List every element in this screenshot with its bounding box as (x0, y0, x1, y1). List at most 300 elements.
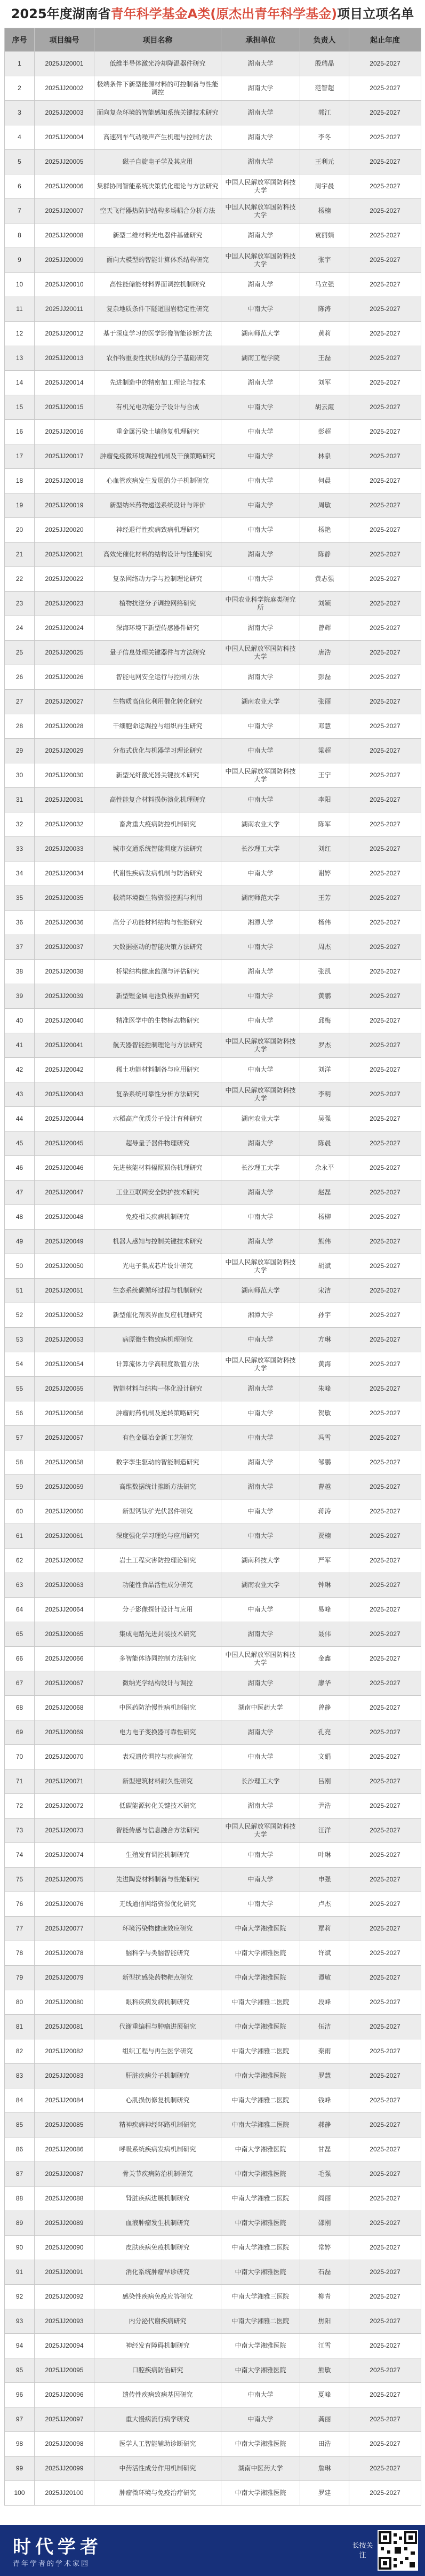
cell-name: 肿瘤耐药机制及逆转策略研究 (94, 1401, 221, 1426)
table-row (5, 2358, 421, 2383)
cell-leader: 卢杰 (300, 1892, 349, 1917)
cell-inst: 中南大学 (221, 1500, 300, 1524)
cell-period: 2025-2027 (349, 224, 421, 248)
cell-name: 基于深度学习的医学影像智能诊断方法 (94, 322, 221, 346)
table-row (5, 273, 421, 297)
cell-code: 2025JJ20072 (35, 1794, 94, 1819)
cell-period: 2025-2027 (349, 763, 421, 788)
table-row (5, 1549, 421, 1573)
cell-seq: 54 (5, 1352, 35, 1377)
cell-leader: 余永平 (300, 1156, 349, 1181)
cell-seq: 79 (5, 1966, 35, 1990)
cell-period: 2025-2027 (349, 1647, 421, 1671)
cell-code: 2025JJ20017 (35, 444, 94, 469)
cell-code: 2025JJ20016 (35, 420, 94, 444)
cell-name: 深度强化学习理论与应用研究 (94, 1524, 221, 1549)
cell-name: 数字孪生驱动的智能制造研究 (94, 1450, 221, 1475)
cell-code: 2025JJ20044 (35, 1107, 94, 1131)
cell-leader: 焦阳 (300, 2309, 349, 2334)
cell-code: 2025JJ20014 (35, 371, 94, 395)
cell-inst: 湖南大学 (221, 960, 300, 984)
cell-seq: 73 (5, 1819, 35, 1843)
cell-seq: 11 (5, 297, 35, 322)
cell-inst: 中南大学 (221, 739, 300, 763)
cell-leader: 方琳 (300, 1328, 349, 1352)
cell-period: 2025-2027 (349, 395, 421, 420)
cell-leader: 曹越 (300, 1475, 349, 1500)
cell-code: 2025JJ20011 (35, 297, 94, 322)
cell-leader: 罗杰 (300, 1033, 349, 1058)
cell-name: 复杂地质条件下隧道围岩稳定性研究 (94, 297, 221, 322)
cell-inst: 湖南中医药大学 (221, 1696, 300, 1720)
cell-name: 高速列车气动噪声产生机理与控制方法 (94, 125, 221, 150)
cell-period: 2025-2027 (349, 2432, 421, 2457)
table-body (5, 52, 421, 2506)
cell-inst: 中南大学 (221, 297, 300, 322)
cell-inst: 中南大学 (221, 1058, 300, 1082)
cell-inst: 湖南师范大学 (221, 1279, 300, 1303)
cell-inst: 中南大学 (221, 1868, 300, 1892)
cell-leader: 黄鹏 (300, 984, 349, 1009)
table-row (5, 1230, 421, 1254)
table-row (5, 346, 421, 371)
cell-period: 2025-2027 (349, 714, 421, 739)
table-row (5, 1156, 421, 1181)
cell-inst: 湖南农业大学 (221, 1573, 300, 1598)
cell-seq: 87 (5, 2162, 35, 2187)
cell-seq: 88 (5, 2187, 35, 2211)
cell-period: 2025-2027 (349, 322, 421, 346)
cell-inst: 湖南农业大学 (221, 1107, 300, 1131)
cell-name: 高性能储能材料界面调控机制研究 (94, 273, 221, 297)
cell-name: 皮肤疾病免疫机制研究 (94, 2236, 221, 2260)
cell-inst: 中南大学 (221, 2383, 300, 2407)
cell-seq: 62 (5, 1549, 35, 1573)
cell-name: 神经发育障碍机制研究 (94, 2334, 221, 2358)
table-row (5, 1328, 421, 1352)
cell-period: 2025-2027 (349, 2481, 421, 2506)
cell-code: 2025JJ20042 (35, 1058, 94, 1082)
table-row (5, 1500, 421, 1524)
cell-inst: 湖南大学 (221, 1181, 300, 1205)
header-code: 项目编号 (35, 28, 94, 52)
cell-code: 2025JJ20050 (35, 1254, 94, 1279)
cell-period: 2025-2027 (349, 2088, 421, 2113)
cell-name: 计算流体力学高精度数值方法 (94, 1352, 221, 1377)
table-row (5, 1450, 421, 1475)
cell-period: 2025-2027 (349, 1892, 421, 1917)
cell-name: 表观遗传调控与疾病研究 (94, 1745, 221, 1769)
cell-code: 2025JJ20099 (35, 2457, 94, 2481)
cell-seq: 32 (5, 812, 35, 837)
cell-period: 2025-2027 (349, 76, 421, 101)
cell-name: 精准医学中的生物标志物研究 (94, 1009, 221, 1033)
cell-seq: 48 (5, 1205, 35, 1230)
cell-inst: 中南大学 (221, 1524, 300, 1549)
cell-name: 医学人工智能辅助诊断研究 (94, 2432, 221, 2457)
cell-seq: 55 (5, 1377, 35, 1401)
cell-name: 稀土功能材料制备与应用研究 (94, 1058, 221, 1082)
table-row (5, 1352, 421, 1377)
cell-leader: 赵磊 (300, 1181, 349, 1205)
cell-leader: 谭敏 (300, 1966, 349, 1990)
cell-seq: 2 (5, 76, 35, 101)
cell-seq: 85 (5, 2113, 35, 2138)
cell-seq: 33 (5, 837, 35, 862)
cell-leader: 詹琳 (300, 2457, 349, 2481)
cell-name: 先进陶瓷材料制备与性能研究 (94, 1868, 221, 1892)
cell-period: 2025-2027 (349, 960, 421, 984)
cell-code: 2025JJ20043 (35, 1082, 94, 1107)
cell-period: 2025-2027 (349, 1573, 421, 1598)
cell-inst: 湖南大学 (221, 273, 300, 297)
table-row (5, 1279, 421, 1303)
table-row (5, 984, 421, 1009)
cell-name: 中药活性成分作用机制研究 (94, 2457, 221, 2481)
cell-seq: 97 (5, 2407, 35, 2432)
cell-inst: 中南大学 (221, 714, 300, 739)
table-row (5, 1598, 421, 1622)
table-row (5, 1647, 421, 1671)
cell-seq: 91 (5, 2260, 35, 2285)
cell-seq: 1 (5, 52, 35, 76)
cell-inst: 中南大学 (221, 1401, 300, 1426)
cell-name: 面向大模型的智能计算体系结构研究 (94, 248, 221, 273)
cell-seq: 31 (5, 788, 35, 812)
cell-leader: 刘洋 (300, 1058, 349, 1082)
table-row (5, 1058, 421, 1082)
cell-code: 2025JJ20086 (35, 2138, 94, 2162)
cell-seq: 58 (5, 1450, 35, 1475)
cell-leader: 郝静 (300, 2113, 349, 2138)
cell-seq: 46 (5, 1156, 35, 1181)
cell-inst: 中国人民解放军国防科技大学 (221, 1819, 300, 1843)
cell-inst: 湖南大学 (221, 76, 300, 101)
table-row (5, 2383, 421, 2407)
cell-code: 2025JJ20092 (35, 2285, 94, 2309)
cell-inst: 中南大学 (221, 567, 300, 592)
cell-leader: 黄志强 (300, 567, 349, 592)
cell-name: 有机光电功能分子设计与合成 (94, 395, 221, 420)
cell-code: 2025JJ20021 (35, 543, 94, 567)
cell-inst: 中南大学湘雅二医院 (221, 2187, 300, 2211)
project-table (4, 28, 421, 2506)
cell-code: 2025JJ20018 (35, 469, 94, 493)
cell-period: 2025-2027 (349, 1524, 421, 1549)
cell-inst: 湖南大学 (221, 1475, 300, 1500)
table-row (5, 101, 421, 125)
cell-period: 2025-2027 (349, 1966, 421, 1990)
cell-inst: 中南大学湘雅二医院 (221, 2309, 300, 2334)
cell-name: 重大慢病流行病学研究 (94, 2407, 221, 2432)
cell-leader: 文娟 (300, 1745, 349, 1769)
cell-inst: 中南大学湘雅医院 (221, 1917, 300, 1941)
cell-seq: 10 (5, 273, 35, 297)
cell-leader: 秦雨 (300, 2039, 349, 2064)
cell-inst: 中南大学 (221, 862, 300, 886)
cell-leader: 杨楠 (300, 199, 349, 224)
cell-code: 2025JJ20094 (35, 2334, 94, 2358)
header-inst: 承担单位 (221, 28, 300, 52)
cell-name: 分子影像探针设计与应用 (94, 1598, 221, 1622)
cell-code: 2025JJ20007 (35, 199, 94, 224)
cell-seq: 86 (5, 2138, 35, 2162)
cell-name: 代谢性疾病发病机制与防治研究 (94, 862, 221, 886)
cell-code: 2025JJ20097 (35, 2407, 94, 2432)
cell-period: 2025-2027 (349, 567, 421, 592)
cell-leader: 梁超 (300, 739, 349, 763)
cell-code: 2025JJ20100 (35, 2481, 94, 2506)
cell-code: 2025JJ20058 (35, 1450, 94, 1475)
table-row (5, 174, 421, 199)
cell-name: 新型二维材料光电器件基础研究 (94, 224, 221, 248)
cell-seq: 6 (5, 174, 35, 199)
cell-code: 2025JJ20008 (35, 224, 94, 248)
cell-code: 2025JJ20035 (35, 886, 94, 911)
cell-name: 磁子自旋电子学及其应用 (94, 150, 221, 174)
cell-name: 高性能复合材料损伤演化机理研究 (94, 788, 221, 812)
cell-period: 2025-2027 (349, 199, 421, 224)
cell-seq: 99 (5, 2457, 35, 2481)
qr-code-icon[interactable] (378, 2530, 418, 2571)
cell-period: 2025-2027 (349, 2358, 421, 2383)
cell-seq: 61 (5, 1524, 35, 1549)
cell-inst: 中南大学湘雅医院 (221, 2432, 300, 2457)
cell-period: 2025-2027 (349, 862, 421, 886)
cell-period: 2025-2027 (349, 150, 421, 174)
cell-period: 2025-2027 (349, 2285, 421, 2309)
table-row (5, 837, 421, 862)
cell-name: 工业互联网安全防护技术研究 (94, 1181, 221, 1205)
cell-code: 2025JJ20047 (35, 1181, 94, 1205)
cell-name: 深海环境下新型传感器件研究 (94, 616, 221, 641)
cell-inst: 中南大学湘雅医院 (221, 2481, 300, 2506)
table-row (5, 420, 421, 444)
cell-inst: 中南大学湘雅医院 (221, 2260, 300, 2285)
table-row (5, 763, 421, 788)
table-row (5, 2064, 421, 2088)
cell-period: 2025-2027 (349, 812, 421, 837)
cell-period: 2025-2027 (349, 1009, 421, 1033)
cell-name: 内分泌代谢疾病研究 (94, 2309, 221, 2334)
cell-leader: 邓慧 (300, 714, 349, 739)
cell-period: 2025-2027 (349, 420, 421, 444)
cell-inst: 中南大学湘雅二医院 (221, 2236, 300, 2260)
cell-leader: 叶琳 (300, 1843, 349, 1868)
cell-code: 2025JJ20073 (35, 1819, 94, 1843)
cell-inst: 中国人民解放军国防科技大学 (221, 1254, 300, 1279)
cell-seq: 29 (5, 739, 35, 763)
cell-inst: 中南大学 (221, 1009, 300, 1033)
cell-name: 集群协同智能系统决策优化理论与方法研究 (94, 174, 221, 199)
cell-code: 2025JJ20003 (35, 101, 94, 125)
cell-inst: 长沙理工大学 (221, 1156, 300, 1181)
cell-code: 2025JJ20090 (35, 2236, 94, 2260)
cell-leader: 周杰 (300, 935, 349, 960)
cell-name: 肝脏疾病分子机制研究 (94, 2064, 221, 2088)
cell-code: 2025JJ20049 (35, 1230, 94, 1254)
cell-leader: 许斌 (300, 1941, 349, 1966)
cell-code: 2025JJ20067 (35, 1671, 94, 1696)
cell-code: 2025JJ20096 (35, 2383, 94, 2407)
cell-period: 2025-2027 (349, 2039, 421, 2064)
cell-period: 2025-2027 (349, 1107, 421, 1131)
cell-code: 2025JJ20028 (35, 714, 94, 739)
table-row (5, 1941, 421, 1966)
table-row (5, 2457, 421, 2481)
cell-period: 2025-2027 (349, 2162, 421, 2187)
cell-code: 2025JJ20038 (35, 960, 94, 984)
cell-name: 桥梁结构健康监测与评估研究 (94, 960, 221, 984)
cell-inst: 中南大学湘雅医院 (221, 2162, 300, 2187)
qr-code-graphic (378, 2530, 418, 2571)
cell-leader: 钟琳 (300, 1573, 349, 1598)
cell-leader: 罗慧 (300, 2064, 349, 2088)
cell-name: 智能传感与信息融合方法研究 (94, 1819, 221, 1843)
cell-leader: 阎丽 (300, 2187, 349, 2211)
table-header-row (5, 28, 421, 52)
cell-leader: 常婷 (300, 2236, 349, 2260)
cell-leader: 唐浩 (300, 641, 349, 665)
cell-seq: 27 (5, 690, 35, 714)
cell-period: 2025-2027 (349, 690, 421, 714)
table-row (5, 1892, 421, 1917)
table-row (5, 322, 421, 346)
cell-period: 2025-2027 (349, 1254, 421, 1279)
cell-seq: 77 (5, 1917, 35, 1941)
cell-code: 2025JJ20095 (35, 2358, 94, 2383)
cell-period: 2025-2027 (349, 273, 421, 297)
table-row (5, 1966, 421, 1990)
cell-seq: 76 (5, 1892, 35, 1917)
cell-leader: 柳青 (300, 2285, 349, 2309)
cell-leader: 胡云霞 (300, 395, 349, 420)
cell-seq: 39 (5, 984, 35, 1009)
cell-leader: 陈晨 (300, 1131, 349, 1156)
cell-period: 2025-2027 (349, 616, 421, 641)
table-row (5, 1475, 421, 1500)
table-row (5, 1205, 421, 1230)
title-highlight: 青年科学基金A类(原杰出青年科学基金) (110, 6, 338, 21)
cell-name: 新型钙钛矿光伏器件研究 (94, 1500, 221, 1524)
table-row (5, 1720, 421, 1745)
cell-seq: 90 (5, 2236, 35, 2260)
footer-banner (0, 2525, 425, 2576)
cell-leader: 杨伟 (300, 911, 349, 935)
cell-period: 2025-2027 (349, 2407, 421, 2432)
cell-period: 2025-2027 (349, 2383, 421, 2407)
table-row (5, 935, 421, 960)
cell-leader: 林泉 (300, 444, 349, 469)
cell-code: 2025JJ20085 (35, 2113, 94, 2138)
cell-name: 心血管疾病发生发展的分子机制研究 (94, 469, 221, 493)
cell-code: 2025JJ20031 (35, 788, 94, 812)
cell-leader: 甘磊 (300, 2138, 349, 2162)
cell-inst: 中国人民解放军国防科技大学 (221, 1647, 300, 1671)
cell-period: 2025-2027 (349, 52, 421, 76)
cell-inst: 中南大学 (221, 1598, 300, 1622)
cell-inst: 长沙理工大学 (221, 837, 300, 862)
table-row (5, 960, 421, 984)
table-row (5, 886, 421, 911)
table-row (5, 2285, 421, 2309)
cell-name: 新型光纤激光器关键技术研究 (94, 763, 221, 788)
table-row (5, 2407, 421, 2432)
table-row (5, 395, 421, 420)
cell-inst: 中南大学 (221, 2407, 300, 2432)
cell-seq: 24 (5, 616, 35, 641)
table-row (5, 2088, 421, 2113)
table-row (5, 543, 421, 567)
cell-period: 2025-2027 (349, 1156, 421, 1181)
cell-leader: 郭江 (300, 101, 349, 125)
table-row (5, 1990, 421, 2015)
cell-period: 2025-2027 (349, 739, 421, 763)
cell-seq: 13 (5, 346, 35, 371)
cell-period: 2025-2027 (349, 1082, 421, 1107)
header-seq: 序号 (5, 28, 35, 52)
cell-seq: 17 (5, 444, 35, 469)
table-row (5, 739, 421, 763)
cell-code: 2025JJ20081 (35, 2015, 94, 2039)
cell-period: 2025-2027 (349, 248, 421, 273)
cell-name: 消化系统肿瘤早诊研究 (94, 2260, 221, 2285)
cell-leader: 宋洁 (300, 1279, 349, 1303)
cell-leader: 孙宇 (300, 1303, 349, 1328)
cell-inst: 中南大学 (221, 1205, 300, 1230)
table-row (5, 150, 421, 174)
cell-period: 2025-2027 (349, 1868, 421, 1892)
cell-code: 2025JJ20079 (35, 1966, 94, 1990)
header-leader: 负责人 (300, 28, 349, 52)
cell-code: 2025JJ20013 (35, 346, 94, 371)
cell-period: 2025-2027 (349, 1205, 421, 1230)
cell-leader: 汪洋 (300, 1819, 349, 1843)
cell-inst: 中南大学 (221, 444, 300, 469)
cell-name: 遗传性疾病致病基因研究 (94, 2383, 221, 2407)
cell-code: 2025JJ20041 (35, 1033, 94, 1058)
cell-seq: 100 (5, 2481, 35, 2506)
cell-name: 超导量子器件物理研究 (94, 1131, 221, 1156)
cell-code: 2025JJ20070 (35, 1745, 94, 1769)
cell-inst: 湖南师范大学 (221, 322, 300, 346)
cell-seq: 9 (5, 248, 35, 273)
cell-inst: 湖南科技大学 (221, 1549, 300, 1573)
cell-name: 环境污染物健康效应研究 (94, 1917, 221, 1941)
cell-leader: 刘军 (300, 371, 349, 395)
cell-inst: 中南大学 (221, 788, 300, 812)
table-row (5, 444, 421, 469)
cell-name: 农作物重要性状形成的分子基础研究 (94, 346, 221, 371)
cell-inst: 湖南中医药大学 (221, 2457, 300, 2481)
cell-name: 有色金属冶金新工艺研究 (94, 1426, 221, 1450)
cell-leader: 孔亮 (300, 1720, 349, 1745)
table-row (5, 1131, 421, 1156)
cell-code: 2025JJ20030 (35, 763, 94, 788)
cell-name: 呼吸系统疾病发病机制研究 (94, 2138, 221, 2162)
cell-code: 2025JJ20071 (35, 1769, 94, 1794)
cell-period: 2025-2027 (349, 1279, 421, 1303)
cell-leader: 吴强 (300, 1107, 349, 1131)
cell-code: 2025JJ20029 (35, 739, 94, 763)
table-row (5, 2309, 421, 2334)
cell-inst: 湖南大学 (221, 665, 300, 690)
title-suffix: 项目立项名单 (337, 6, 414, 21)
table-row (5, 1671, 421, 1696)
cell-leader: 熊伟 (300, 1230, 349, 1254)
table-row (5, 2015, 421, 2039)
cell-inst: 中南大学湘雅二医院 (221, 1990, 300, 2015)
